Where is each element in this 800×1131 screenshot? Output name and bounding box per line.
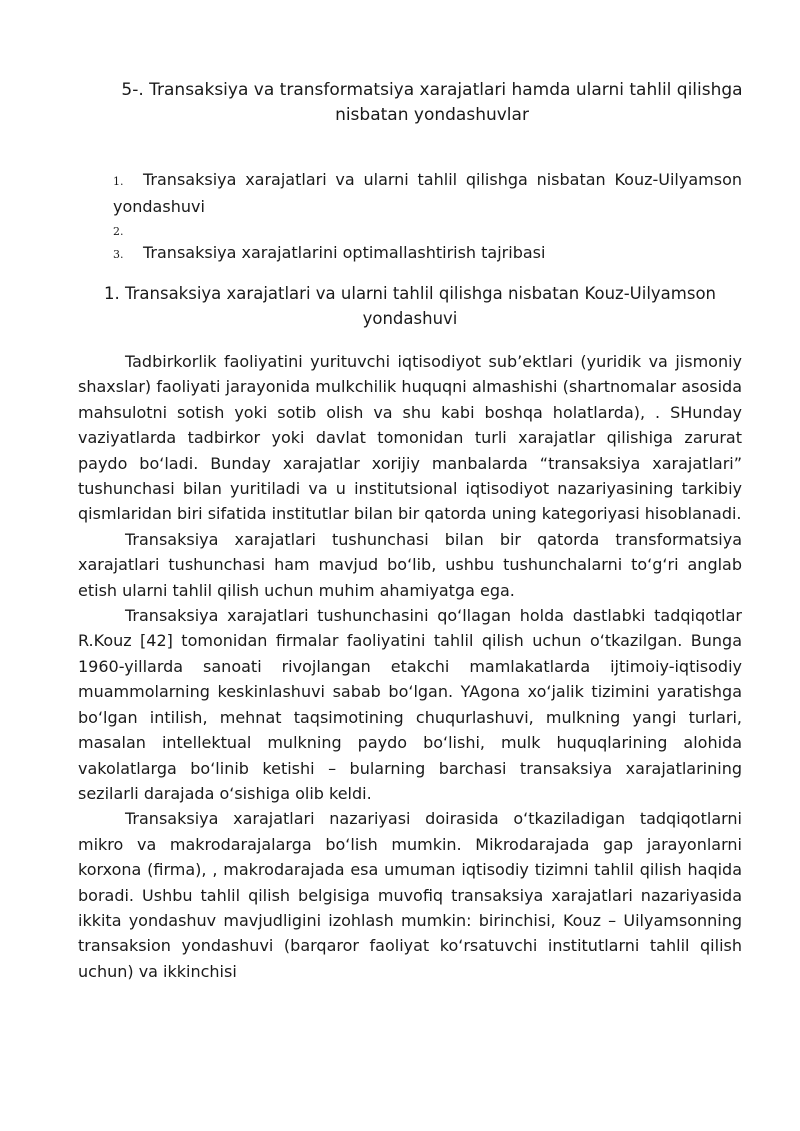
toc-item [113,219,742,240]
toc-item-number: 1. [113,175,124,188]
toc-item-text: Transaksiya xarajatlari va ularni tahlil qilishga nisbatan Kouz-Uilyamson yondashuvi [113,170,742,216]
body-text [78,349,742,984]
paragraph: Transaksiya xarajatlari tushunchasini qo‘llagan holda dastlabki tadqiqotlar R.Kouz [42] tomonidan firmalar faoliyatini tahlil qilish uchun o‘tkazilgan. Bunga 1960-yillarda sanoati rivojlangan etakchi mamlakatlarda ijtimoiy-iqtisodiy muammolarning keskinlashuvi sabab bo‘lgan. YAgona xo‘jalik tizimini yaratishga bo‘lgan intilish, mehnat taqsimotining chuqurlashuvi, mulkning yangi turlari, masalan intellektual mulkning paydo bo‘lishi, mulk huquqlarining alohida vakolatlarga bo‘linib ketishi – bularning barchasi transaksiya xarajatlarining sezilarli darajada o‘sishiga olib keldi. [78,606,742,803]
paragraph: Transaksiya xarajatlari tushunchasi bilan bir qatorda transformatsiya xarajatlari tushunchasi ham mavjud bo‘lib, ushbu tushunchalarni to‘g‘ri anglab etish ularni tahlil qilish uchun muhim ahamiyatga ega. [78,529,742,600]
section-heading: 1. Transaksiya xarajatlari va ularni tahlil qilishga nisbatan Kouz-Uilyamson yondashuvi [103,284,716,328]
toc-item [113,167,742,219]
document-title: 5-. Transaksiya va transformatsiya xarajatlari hamda ularni tahlil qilishga nisbatan yondashuvlar [121,80,743,125]
toc-item-number: 2. [113,225,124,238]
toc-item-number: 3. [113,248,124,261]
toc-item [113,240,742,267]
table-of-contents [113,167,742,267]
paragraph: Tadbirkorlik faoliyatini yurituvchi iqtisodiyot sub’ektlari (yuridik va jismoniy shaxslar) faoliyati jarayonida mulkchilik huquqni almashishi (shartnomalar asosida mahsulotni sotish yoki sotib olish va shu kabi boshqa holatlarda), . SHunday vaziyatlarda tadbirkor yoki davlat tomonidan turli xarajatlar qilishiga zarurat paydo bo‘ladi. Bunday xarajatlar xorijiy manbalarda “transaksiya xarajatlari” tushunchasi bilan yuritiladi va u institutsional iqtisodiyot nazariyasining tarkibiy qismlaridan biri sifatida institutlar bilan bir qatorda uning kategoriyasi hisoblanadi. [78,352,742,524]
toc-item-text: Transaksiya xarajatlarini optimallashtirish tajribasi [143,243,546,262]
paragraph: Transaksiya xarajatlari nazariyasi doirasida o‘tkaziladigan tadqiqotlarni mikro va makrodarajalarga bo‘lish mumkin. Mikrodarajada gap jarayonlarni korxona (firma), , makrodarajada esa umuman iqtisodiy tizimni tahlil qilish haqida boradi. Ushbu tahlil qilish belgisiga muvofiq transaksiya xarajatlari nazariyasida ikkita yondashuv mavjudligini izohlash mumkin: birinchisi, Kouz – Uilyamsonning transaksion yondashuvi (barqaror faoliyat ko‘rsatuvchi institutlarni tahlil qilish uchun) va ikkinchisi [78,809,742,981]
